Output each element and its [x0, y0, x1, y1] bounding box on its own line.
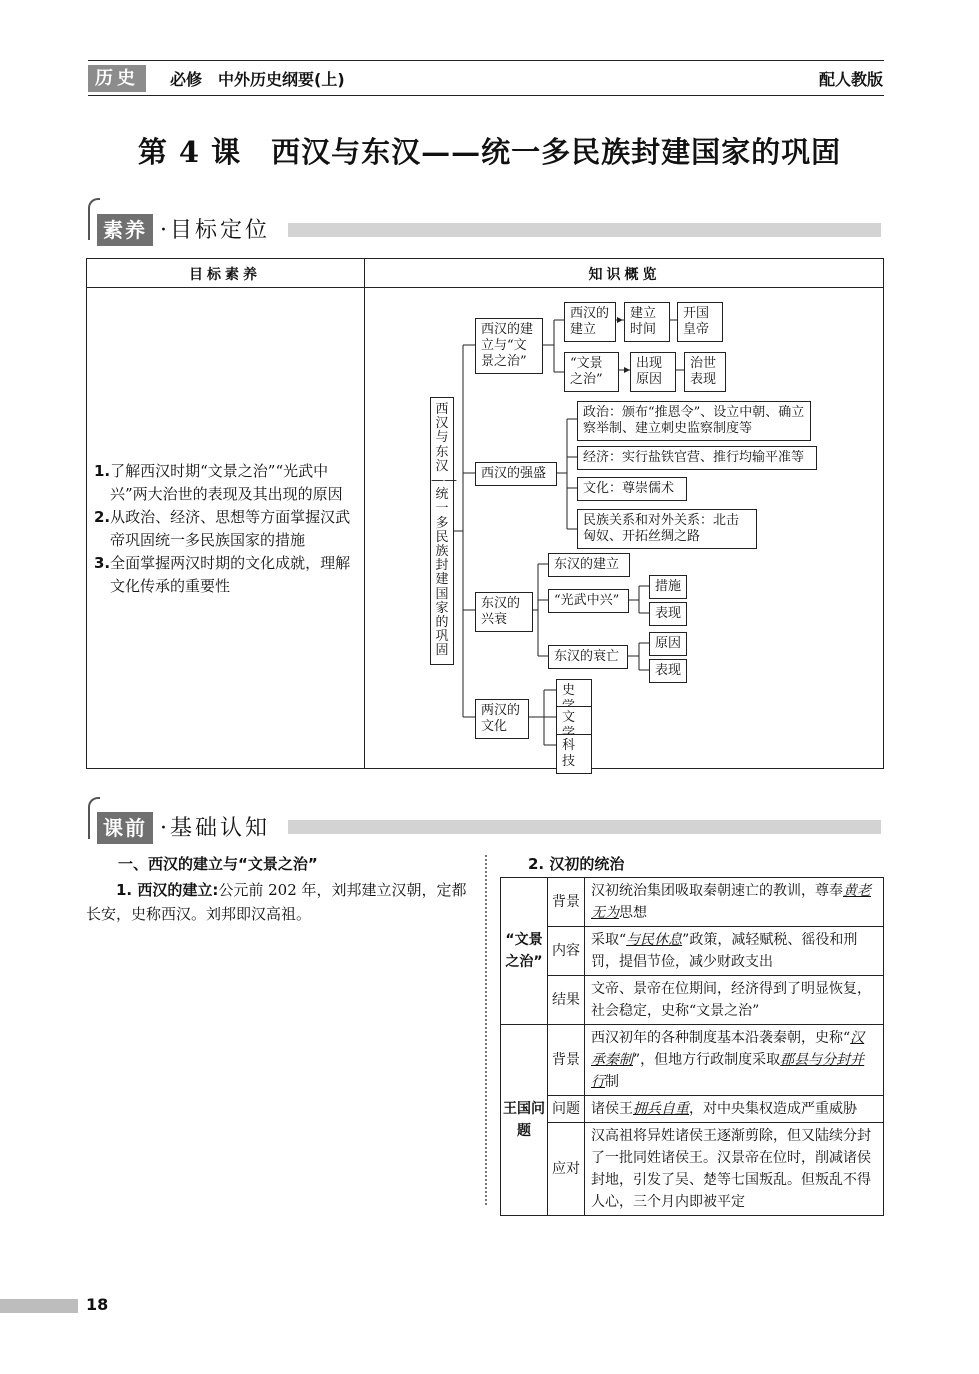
subsection2-heading: 2. 汉初的统治: [528, 855, 625, 873]
mindmap-node: 西汉的建立与“文景之治”: [475, 318, 543, 374]
row-label: 背景: [548, 1025, 585, 1096]
mindmap-node: 原因: [649, 632, 687, 656]
goal-item: 1.了解西汉时期“文景之治”“光武中兴”两大治世的表现及其出现的原因: [94, 462, 343, 503]
row-label: 问题: [548, 1096, 585, 1123]
page-number: 18: [86, 1295, 109, 1314]
footer-bar: [0, 1299, 78, 1313]
table-row: [501, 1025, 884, 1096]
row-content: 西汉初年的各种制度基本沿袭秦朝，史称“汉承秦制”，但地方行政制度采取郡县与分封并行制: [585, 1025, 884, 1096]
edition-label: 配人教版: [818, 70, 883, 89]
table-row: [501, 878, 884, 927]
mindmap-node: 建立时间: [624, 302, 670, 342]
mindmap-node: “光武中兴”: [548, 589, 629, 613]
row-label: 应对: [548, 1123, 585, 1216]
mindmap-node: 西汉的强盛: [475, 462, 557, 486]
mindmap-node: 文化：尊崇儒术: [577, 477, 687, 501]
mindmap-node: 史: [556, 679, 592, 719]
row-content: 汉初统治集团吸取秦朝速亡的教训，尊奉黄老无为思想: [585, 878, 884, 927]
mindmap-node: 东汉的衰亡: [548, 645, 628, 669]
row-label: 结果: [548, 976, 585, 1025]
mindmap-node: 开国皇帝: [677, 302, 723, 342]
row-content: 文帝、景帝在位期间，经济得到了明显恢复，社会稳定，史称“文景之治”: [585, 976, 884, 1025]
section2-title: ·基础认知: [160, 816, 270, 841]
group-wenjing: “文景之治”: [501, 878, 548, 1025]
section2-badge: 课前: [97, 812, 153, 844]
mindmap-node: 民族关系和对外关系：北击匈奴、开拓丝绸之路: [577, 509, 757, 549]
subject-badge: 历史: [88, 65, 146, 92]
mindmap-node: 表现: [649, 602, 687, 626]
section2-bar: [288, 820, 881, 834]
row-content: 诸侯王拥兵自重，对中央集权造成严重威胁: [585, 1096, 884, 1123]
mindmap-node: 治世表现: [684, 352, 726, 392]
mindmap-node: 政治：颁布“推恩令”、设立中朝、确立察举制、建立刺史监察制度等: [577, 401, 811, 441]
mindmap-node: 东汉的兴衰: [475, 592, 533, 632]
mindmap-node: 出现原因: [630, 352, 676, 392]
section1-badge: 素养: [97, 214, 153, 246]
mindmap-node: 两汉的文化: [475, 699, 529, 739]
mindmap-node: 经济：实行盐铁官营、推行均输平准等: [577, 446, 817, 470]
subsection-heading: 一、西汉的建立与“文景之治”: [118, 855, 318, 873]
table-row: [501, 927, 884, 976]
section1-title: ·目标定位: [160, 218, 270, 243]
mindmap-node: 表现: [649, 659, 687, 683]
table-row: [501, 1123, 884, 1216]
goal-item: 3.全面掌握两汉时期的文化成就，理解文化传承的重要性: [94, 554, 351, 595]
mindmap-node: 西汉的建立: [564, 302, 616, 342]
book-title: 必修 中外历史纲要(上): [170, 70, 345, 89]
goal-item: 2.从政治、经济、思想等方面掌握汉武帝巩固统一多民族国家的措施: [94, 508, 351, 549]
row-label: 背景: [548, 878, 585, 927]
column-divider: [485, 855, 487, 1205]
row-content: 采取“与民休息”政策，减轻赋税、徭役和刑罚，提倡节俭，减少财政支出: [585, 927, 884, 976]
row-label: 内容: [548, 927, 585, 976]
table-row: [501, 976, 884, 1025]
col-header-goals: 目标素养: [189, 267, 261, 283]
mindmap-root: 西汉与东汉——统一多民族封建国家的巩固: [430, 397, 454, 665]
early-han-table: [500, 877, 884, 1216]
mindmap-node: “文景之治”: [564, 352, 619, 392]
group-kingdoms: 王国问题: [501, 1025, 548, 1216]
mindmap-node: 措施: [649, 575, 687, 599]
table-row: [501, 1096, 884, 1123]
paragraph-founding: 1. 西汉的建立:公元前 202 年，刘邦建立汉朝，定都长安，史称西汉。刘邦即汉高祖。: [86, 881, 467, 923]
row-content: 汉高祖将异姓诸侯王逐渐剪除，但又陆续分封了一批同姓诸侯王。汉景帝在位时，削减诸侯封地，引发了吴、楚等七国叛乱。但叛乱不得人心，三个月内即被平定: [585, 1123, 884, 1216]
mindmap-node: 文: [556, 706, 592, 746]
col-header-overview: 知识概览: [588, 267, 661, 283]
lesson-title: 第 4 课 西汉与东汉——统一多民族封建国家的巩固: [137, 135, 842, 169]
mindmap-node: 东汉的建立: [548, 553, 630, 577]
mindmap-node: 科技: [556, 734, 592, 774]
